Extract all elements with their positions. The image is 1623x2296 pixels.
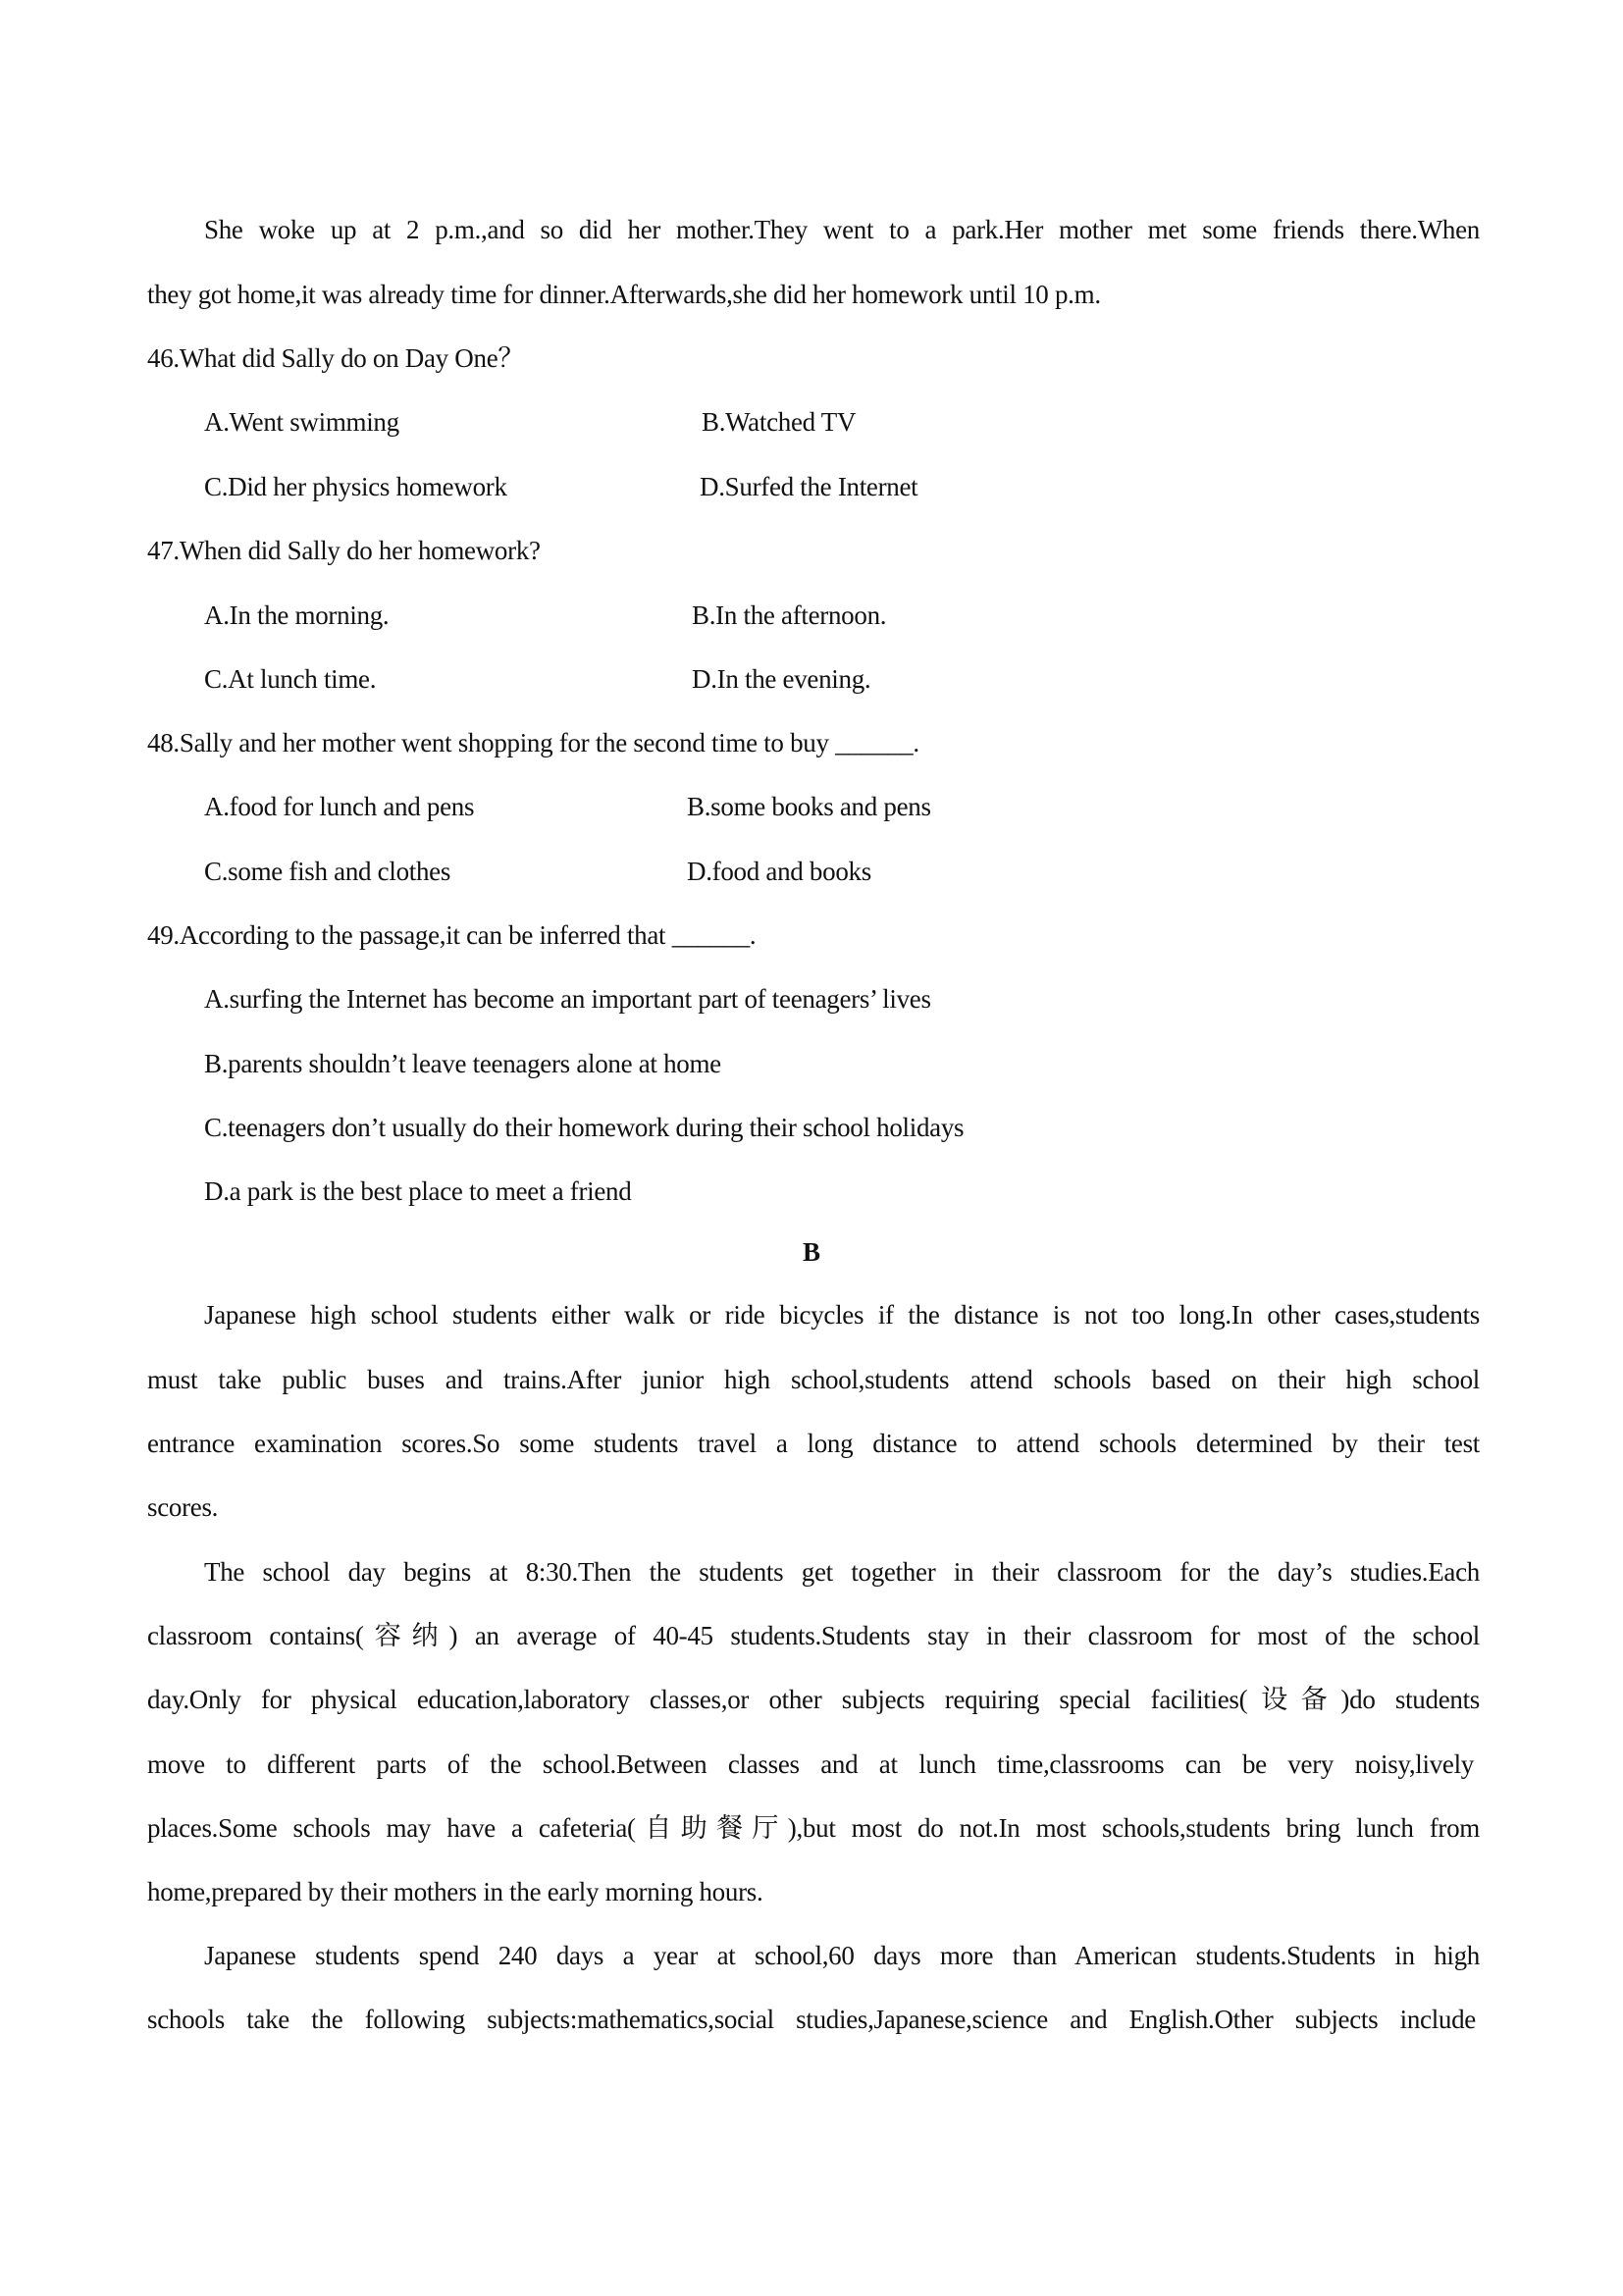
question-49-option-a[interactable]: A.surfing the Internet has become an important part of teenagers’ lives	[204, 984, 931, 1014]
question-48-option-a[interactable]: A.food for lunch and pens	[204, 792, 475, 821]
question-49-option-c[interactable]: C.teenagers don’t usually do their homework during their school holidays	[204, 1113, 965, 1142]
question-48-option-d[interactable]: D.food and books	[687, 857, 871, 886]
section-b-p1-line-2: must take public buses and trains.After junior high school,students attend schools based on their high school	[147, 1365, 1480, 1394]
section-b-p2-line-3: day.Only for physical education,laboratory classes,or other subjects requiring special facilities(设备)do students	[147, 1685, 1480, 1714]
section-b-p2-line-5: places.Some schools may have a cafeteria(自助餐厅),but most do not.In most schools,students bring lunch from	[147, 1813, 1480, 1843]
question-47-option-c[interactable]: C.At lunch time.	[204, 664, 377, 694]
section-b-p1-line-4: scores.	[147, 1492, 219, 1522]
question-46-option-d[interactable]: D.Surfed the Internet	[700, 472, 918, 501]
question-48-option-b[interactable]: B.some books and pens	[687, 792, 931, 821]
section-b-p1-line-1: Japanese high school students either walk or ride bicycles if the distance is not too long.In other cases,students	[204, 1300, 1480, 1330]
passage-a-line-1: She woke up at 2 p.m.,and so did her mother.They went to a park.Her mother met some friends there.When	[204, 215, 1480, 244]
question-49-option-d[interactable]: D.a park is the best place to meet a friend	[204, 1176, 632, 1206]
question-47-option-b[interactable]: B.In the afternoon.	[692, 600, 887, 630]
question-47-option-d[interactable]: D.In the evening.	[692, 664, 871, 694]
question-49-option-b[interactable]: B.parents shouldn’t leave teenagers alone at home	[204, 1049, 721, 1078]
section-b-p2-line-4: move to different parts of the school.Between classes and at lunch time,classrooms can be very noisy,lively	[147, 1749, 1474, 1779]
question-48-option-c[interactable]: C.some fish and clothes	[204, 857, 451, 886]
question-47-option-a[interactable]: A.In the morning.	[204, 600, 390, 630]
passage-a-line-2: they got home,it was already time for dinner.Afterwards,she did her homework until 10 p.m.	[147, 280, 1101, 309]
question-49-stem: 49.According to the passage,it can be inferred that ______.	[147, 920, 757, 950]
section-b-p1-line-3: entrance examination scores.So some students travel a long distance to attend schools determined by their test	[147, 1429, 1480, 1458]
section-b-p2-line-6: home,prepared by their mothers in the early morning hours.	[147, 1877, 763, 1906]
section-b-p3-line-1: Japanese students spend 240 days a year at school,60 days more than American students.Students in high	[204, 1941, 1480, 1970]
question-48-stem: 48.Sally and her mother went shopping for the second time to buy ______.	[147, 728, 919, 757]
section-b-p3-line-2: schools take the following subjects:mathematics,social studies,Japanese,science and English.Other subjects include	[147, 2005, 1476, 2034]
question-46-option-a[interactable]: A.Went swimming	[204, 407, 399, 437]
question-46-option-b[interactable]: B.Watched TV	[702, 407, 857, 437]
question-47-stem: 47.When did Sally do her homework?	[147, 536, 541, 565]
section-b-p2-line-1: The school day begins at 8:30.Then the students get together in their classroom for the day’s studies.Each	[204, 1557, 1480, 1587]
question-46-stem: 46.What did Sally do on Day One？	[147, 343, 525, 373]
section-b-heading: B	[802, 1237, 820, 1267]
section-b-p2-line-2: classroom contains(容纳) an average of 40-45 students.Students stay in their classroom for most of the school	[147, 1621, 1480, 1650]
question-46-option-c[interactable]: C.Did her physics homework	[204, 472, 507, 501]
